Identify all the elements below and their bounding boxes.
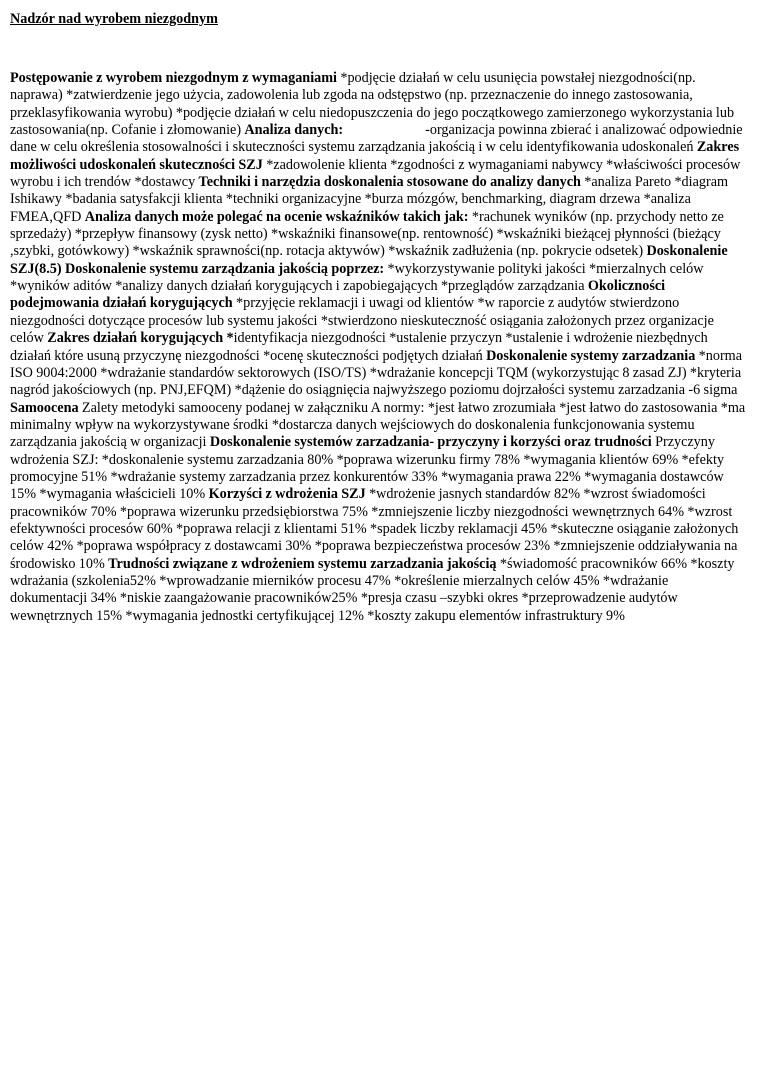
text-doskonalenie-szj: *wykorzystywanie polityki jakości *mierzalnych celów *wyników aditów *analizy danych działań korygujących i zapobiegających *przeglądów zarządzania — [10, 260, 704, 295]
document-body — [10, 70, 748, 625]
text-zakres-korygujacych: identyfikacja niezgodności *ustalenie przyczyn *ustalenie i wdrożenie niezbędnych działań które usuną przyczynę niezgodności *ocenę skuteczności podjętych działań — [10, 330, 708, 364]
heading-zakres-udoskonalen: Zakres możliwości udoskonaleń skuteczności SZJ — [10, 139, 740, 173]
text-postepowanie: *podjęcie działań w celu usunięcia powstałej niezgodności(np. naprawa) *zatwierdzenie jego użycia, zadowolenia lub zgoda na odstępstwo (np. przeznaczenie do innego zastosowania, przeklasyfikowania wyrobu) *podjęcie działań w celu niedopuszczenia do jego początkowego zamierzonego wykorzystania lub zastosowania(np. Cofanie i złomowanie) — [10, 70, 735, 139]
heading-przyczyny: Doskonalenie systemów zarzadzania- przyczyny i korzyści oraz trudności — [209, 434, 652, 451]
text-przyczyny: Przyczyny wdrożenia SZJ: *doskonalenie systemu zarzadzania 80% *poprawa wizerunku firmy 78% *wymagania klientów 69% *efekty promocyjne 51% *wdrażanie systemy zarzadzania przez konkurentów 33% *wymagania prawa 22% *wymagania dostawców 15% *wymagania właścicieli 10% — [10, 434, 725, 503]
heading-samoocena: Samoocena — [10, 399, 79, 416]
heading-trudnosci: Trudności związane z wdrożeniem systemu zarzadzania jakością — [108, 555, 497, 572]
text-wskazniki: *rachunek wyników (np. przychody netto ze sprzedaży) *przepływ finansowy (zysk netto) *wskaźniki finansowe(np. rentowność) *wskaźniki bieżącej płynności (bieżący ,szybki, gotówkowy) *wskaźnik sprawności(np. rotacja aktywów) *wskaźnik zadłużenia (np. pokrycie odsetek) — [10, 208, 724, 260]
heading-analiza-danych: Analiza danych: — [244, 122, 344, 139]
text-korzysci: *wdrożenie jasnych standardów 82% *wzrost świadomości pracowników 70% *poprawa wizerunku przedsiębiorstwa 75% *zmniejszenie liczby niezgodności wewnętrznych 64% *wzrost efektywności procesów 60% *poprawa relacji z klientami 51% *spadek liczby reklamacji 45% *skuteczne osiąganie założonych celów 42% *poprawa współpracy z dostawcami 30% *poprawa bezpieczeństwa procesów 23% *zmniejszenie oddziaływania na środowisko 10% — [10, 486, 739, 572]
heading-doskonalenie-szj: Doskonalenie SZJ(8.5) Doskonalenie systemu zarządzania jakością poprzez: — [10, 243, 728, 277]
heading-doskonalenie-systemy: Doskonalenie systemy zarzadzania — [486, 347, 696, 364]
document-title: Nadzór nad wyrobem niezgodnym — [10, 11, 218, 27]
text-techniki: *analiza Pareto *diagram Ishikawy *badania satysfakcji klienta *techniki organizacyjne *burza mózgów, benchmarking, diagram drzewa *analiza FMEA,QFD — [10, 174, 729, 225]
text-trudnosci: *świadomość pracowników 66% *koszty wdrażania (szkolenia52% *wprowadzanie mierników procesu 47% *określenie mierzalnych celów 45% *wdrażanie dokumentacji 34% *niskie zaangażowanie pracowników25% *presja czasu –szybki okres *przeprowadzenie audytów wewnętrznych 15% *wymagania jednostki certyfikującej 12% *koszty zakupu elementów infrastruktury 9% — [10, 555, 735, 624]
text-zakres-udoskonalen: *zadowolenie klienta *zgodności z wymaganiami nabywcy *właściwości procesów wyrobu i ich trendów *dostawcy — [10, 156, 741, 191]
heading-korzysci: Korzyści z wdrożenia SZJ — [208, 486, 366, 503]
heading-techniki: Techniki i narzędzia doskonalenia stosowane do analizy danych — [198, 174, 581, 191]
text-analiza-danych: -organizacja powinna zbierać i analizować odpowiednie dane w celu określenia stosowalności i skuteczności systemu zarządzania jakością i w celu identyfikowania udoskonaleń — [10, 122, 743, 156]
heading-okolicznosci: Okoliczności podejmowania działań korygujących — [10, 278, 666, 312]
text-okolicznosci: *przyjęcie reklamacji i uwagi od klientów *w raporcie z audytów stwierdzono niezgodności dotyczące procesów lub systemu jakości *stwierdzono nieskuteczność osiągania założonych przez organizacje celów — [10, 295, 714, 347]
text-samoocena: Zalety metodyki samooceny podanej w załączniku A normy: *jest łatwo zrozumiała *jest łatwo do zastosowania *ma minimalny wpływ na wykorzystywane środki *dostarcza danych wejściowych do doskonalenia funkcjonowania systemu zarządzania jakością w organizacji — [10, 399, 746, 451]
heading-wskazniki: Analiza danych może polegać na ocenie wskaźników takich jak: — [84, 208, 469, 225]
heading-postepowanie: Postępowanie z wyrobem niezgodnym z wymaganiami — [10, 70, 337, 86]
text-doskonalenie-systemy: *norma ISO 9004:2000 *wdrażanie standardów sektorowych (ISO/TS) *wdrażanie koncepcji TQM (wykorzystując 8 zasad ZJ) *kryteria nagród jakościowych (np. PNJ,EFQM) *dążenie do osiągnięcia najwyższego poziomu dojrzałości systemu zarzadzania -6 sigma — [10, 347, 742, 399]
heading-zakres-korygujacych: Zakres działań korygujących * — [47, 330, 234, 347]
